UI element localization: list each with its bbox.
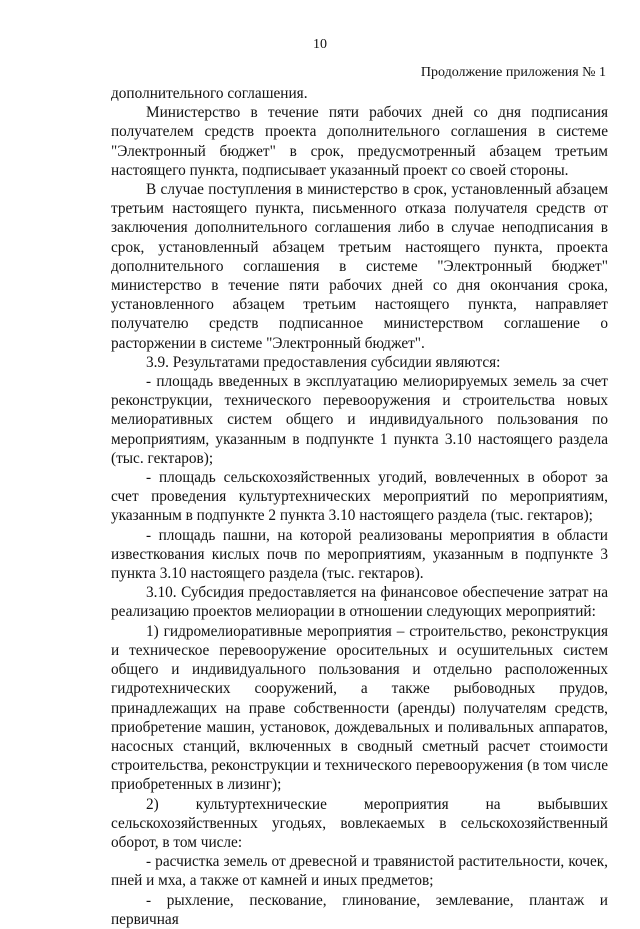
list-item: - площадь пашни, на которой реализованы мероприятия в области известкования кислых почв по мероприятиям, указанным в подпункте 3 пункта 3.10 настоящего раздела (тыс. гектаров). (111, 526, 608, 583)
list-item: - рыхление, пескование, глинование, землевание, плантаж и первичная (111, 891, 608, 928)
list-item: - расчистка земель от древесной и травянистой растительности, кочек, пней и мха, а также от камней и иных предметов; (111, 853, 608, 890)
paragraph-3-9: 3.9. Результатами предоставления субсидии являются: (146, 353, 501, 371)
list-item: 1) гидромелиоративные мероприятия – строительство, реконструкция и техническое перевооружение оросительных и осушительных систем общего и индивидуального пользования и отдельно расположенных гидротехнических сооружений, а также рыбоводных прудов, принадлежащих на праве собственности (аренды) получателям средств, приобретение машин, установок, дождевальных и поливальных аппаратов, насосных станций, включенных в сводный сметный расчет стоимости строительства, реконструкции и технического перевооружения (в том числе приобретенных в лизинг); (111, 622, 608, 794)
paragraph: Министерство в течение пяти рабочих дней со дня подписания получателем средств проекта дополнительного соглашения в системе "Электронный бюджет" в срок, предусмотренный абзацем третьим настоящего пункта, подписывает указанный проект со своей стороны. (111, 104, 608, 179)
page-number: 10 (313, 37, 327, 52)
paragraph: В случае поступления в министерство в срок, установленный абзацем третьим настоящего пункта, письменного отказа получателя средств от заключения дополнительного соглашения либо в случае неподписания в срок, установленный абзацем третьим настоящего пункта, проекта дополнительного соглашения в системе "Электронный бюджет" министерство в течение пяти рабочих дней со дня окончания срока, установленного абзацем третьим настоящего пункта, направляет получателю средств подписанное министерством соглашение о расторжении в системе "Электронный бюджет". (111, 181, 608, 352)
list-item: - площадь сельскохозяйственных угодий, вовлеченных в оборот за счет проведения культуртехнических мероприятий по мероприятиям, указанным в подпункте 2 пункта 3.10 настоящего раздела (тыс. гектаров); (111, 469, 608, 525)
appendix-note: Продолжение приложения № 1 (420, 65, 606, 80)
list-item: - площадь введенных в эксплуатацию мелиорируемых земель за счет реконструкции, технического перевооружения и строительства новых мелиоративных систем общего и индивидуального пользования по мероприятиям, указанным в подпункте 1 пункта 3.10 настоящего раздела (тыс. гектаров); (111, 373, 608, 467)
list-item: 2) культуртехнические мероприятия на выбывших сельскохозяйственных угодьях, вовлекаемых в сельскохозяйственный оборот, в том числе: (111, 795, 608, 851)
paragraph-continuation: дополнительного соглашения. (111, 85, 308, 102)
document-body (111, 84, 608, 929)
paragraph-3-10: 3.10. Субсидия предоставляется на финансовое обеспечение затрат на реализацию проектов мелиорации в отношении следующих мероприятий: (111, 584, 608, 621)
